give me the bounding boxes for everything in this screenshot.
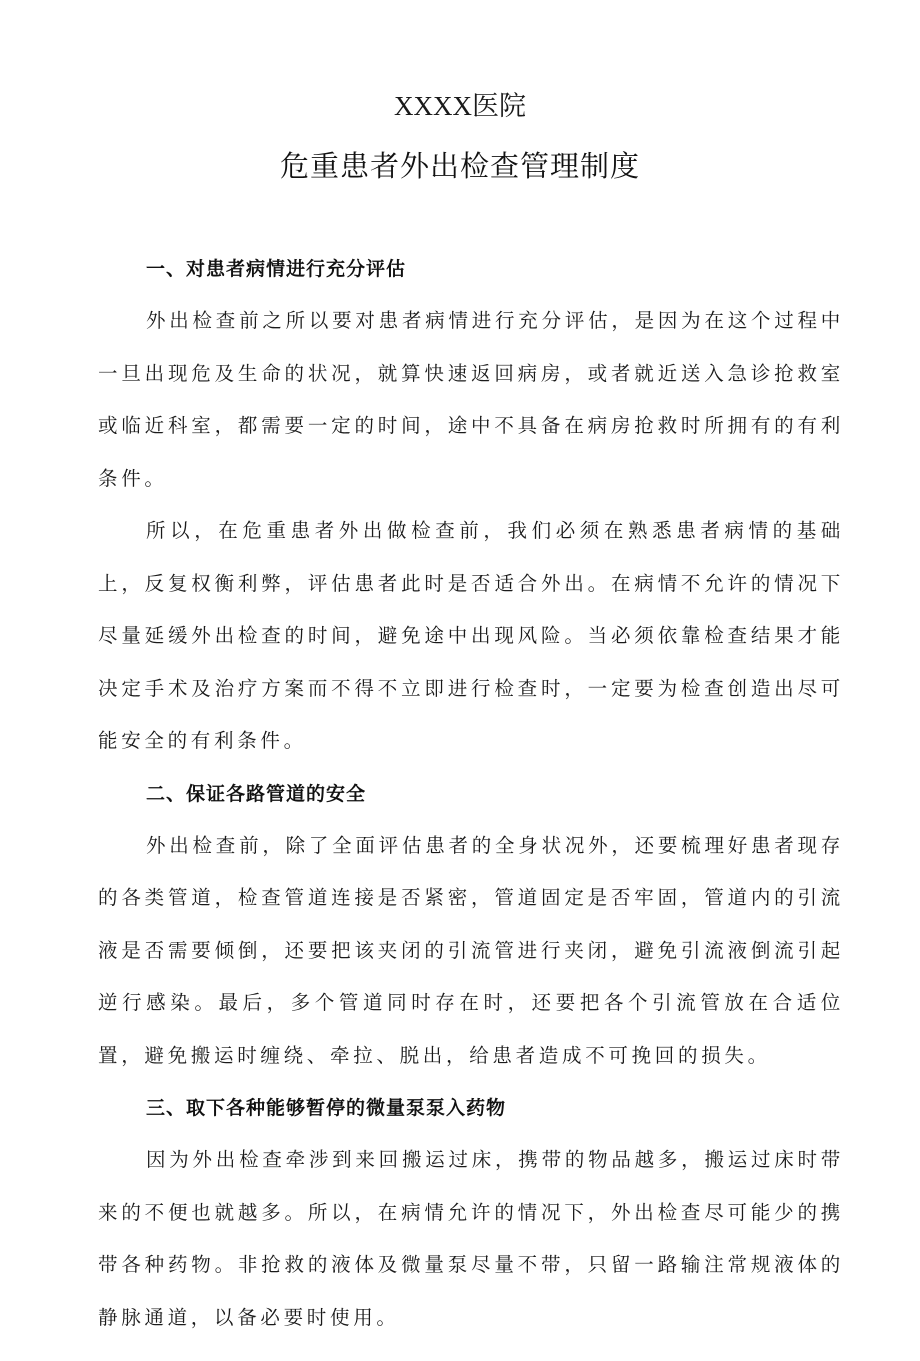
section-heading: 三、取下各种能够暂停的微量泵泵入药物 — [146, 1097, 507, 1119]
document-body — [98, 243, 844, 1344]
section-paragraph: 外出检查前，除了全面评估患者的全身状况外，还要梳理好患者现存的各类管道，检查管道连接是否紧密，管道固定是否牢固，管道内的引流液是否需要倾倒，还要把该夹闭的引流管进行夹闭，避免引流液倒流引起逆行感染。最后，多个管道同时存在时，还要把各个引流管放在合适位置，避免搬运时缠绕、牵拉、脱出，给患者造成不可挽回的损失。 — [98, 833, 844, 1067]
section-paragraph: 因为外出检查牵涉到来回搬运过床，携带的物品越多，搬运过床时带来的不便也就越多。所以，在病情允许的情况下，外出检查尽可能少的携带各种药物。非抢救的液体及微量泵尽量不带，只留一路输注常规液体的静脉通道，以备必要时使用。 — [98, 1148, 844, 1329]
section-3 — [98, 1082, 844, 1344]
document-title: 危重患者外出检查管理制度 — [279, 149, 640, 183]
section-1 — [98, 243, 844, 768]
section-paragraph: 外出检查前之所以要对患者病情进行充分评估，是因为在这个过程中一旦出现危及生命的状况，就算快速返回病房，或者就近送入急诊抢救室或临近科室，都需要一定的时间，途中不具备在病房抢救时所拥有的有利条件。 — [98, 309, 844, 490]
section-2 — [98, 768, 844, 1083]
section-heading: 二、保证各路管道的安全 — [146, 782, 367, 805]
section-paragraph: 所以，在危重患者外出做检查前，我们必须在熟悉患者病情的基础上，反复权衡利弊，评估患者此时是否适合外出。在病情不允许的情况下尽量延缓外出检查的时间，避免途中出现风险。当必须依靠检查结果才能决定手术及治疗方案而不得不立即进行检查时，一定要为检查创造出尽可能安全的有利条件。 — [98, 519, 844, 752]
hospital-name: XXXX医院 — [394, 91, 526, 121]
section-heading: 一、对患者病情进行充分评估 — [146, 258, 407, 280]
